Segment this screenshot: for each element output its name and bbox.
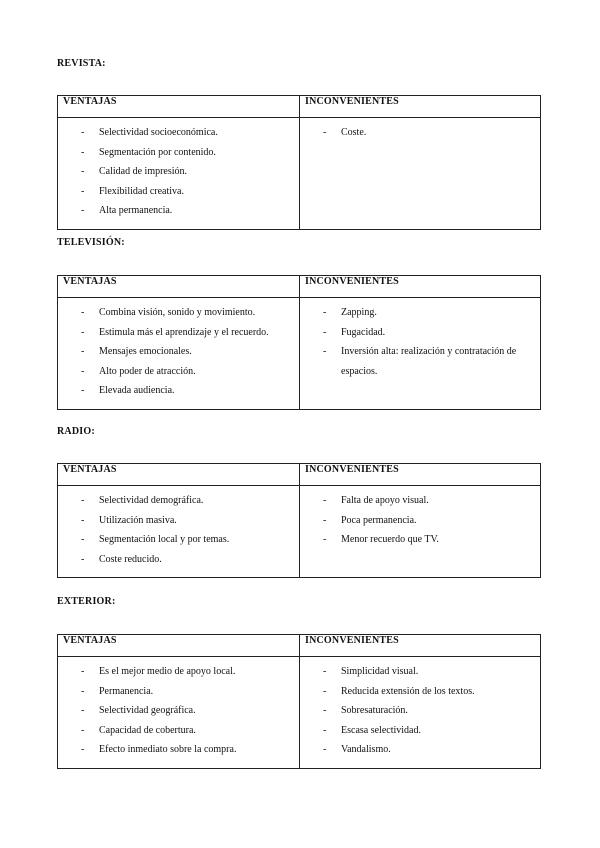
ventajas-cell [58, 486, 300, 578]
ventajas-cell [58, 118, 300, 230]
list-item: - Utilización masiva. [63, 511, 299, 531]
list-item: - Poca permanencia. [305, 511, 540, 531]
list-item: - Es el mejor medio de apoyo local. [63, 662, 299, 682]
list-item: - Segmentación por contenido. [63, 143, 299, 163]
col-header-inconvenientes: INCONVENIENTES [300, 635, 541, 657]
inconvenientes-list [305, 657, 540, 768]
table-body-row [58, 118, 541, 230]
table-exterior [57, 634, 541, 769]
list-item: - Elevada audiencia. [63, 381, 299, 401]
table-revista [57, 95, 541, 230]
list-item: - Coste. [305, 123, 540, 143]
list-item: - Flexibilidad creativa. [63, 182, 299, 202]
ventajas-list [63, 657, 299, 768]
col-header-ventajas: VENTAJAS [58, 635, 300, 657]
col-header-inconvenientes: INCONVENIENTES [300, 464, 541, 486]
col-header-inconvenientes: INCONVENIENTES [300, 276, 541, 298]
inconvenientes-cell [300, 657, 541, 769]
inconvenientes-list [305, 118, 540, 151]
list-item: - Fugacidad. [305, 323, 540, 343]
table-header-row [58, 276, 541, 298]
section-title-exterior: EXTERIOR: [57, 596, 116, 607]
table-television [57, 275, 541, 410]
list-item: - Combina visión, sonido y movimiento. [63, 303, 299, 323]
col-header-ventajas: VENTAJAS [58, 96, 300, 118]
list-item: - Alto poder de atracción. [63, 362, 299, 382]
list-item: - Selectividad demográfica. [63, 491, 299, 511]
inconvenientes-cell [300, 486, 541, 578]
ventajas-cell [58, 657, 300, 769]
list-item: - Efecto inmediato sobre la compra. [63, 740, 299, 760]
inconvenientes-list [305, 486, 540, 558]
table-radio [57, 463, 541, 578]
table-body-row [58, 486, 541, 578]
list-item: - Escasa selectividad. [305, 721, 540, 741]
list-item: - Menor recuerdo que TV. [305, 530, 540, 550]
section-title-revista: REVISTA: [57, 58, 106, 69]
list-item: - Falta de apoyo visual. [305, 491, 540, 511]
list-item: - Segmentación local y por temas. [63, 530, 299, 550]
ventajas-list [63, 118, 299, 229]
inconvenientes-list [305, 298, 540, 389]
table-header-row [58, 96, 541, 118]
list-item: - Estimula más el aprendizaje y el recuerdo. [63, 323, 299, 343]
inconvenientes-cell [300, 118, 541, 230]
list-item: - Mensajes emocionales. [63, 342, 299, 362]
list-item: - Calidad de impresión. [63, 162, 299, 182]
list-item: - Selectividad geográfica. [63, 701, 299, 721]
list-item: - Alta permanencia. [63, 201, 299, 221]
table-body-row [58, 657, 541, 769]
list-item: - Vandalismo. [305, 740, 540, 760]
list-item: - Zapping. [305, 303, 540, 323]
inconvenientes-cell [300, 298, 541, 410]
ventajas-cell [58, 298, 300, 410]
list-item: - Sobresaturación. [305, 701, 540, 721]
list-item: - Capacidad de cobertura. [63, 721, 299, 741]
table-body-row [58, 298, 541, 410]
list-item: - Coste reducido. [63, 550, 299, 570]
col-header-ventajas: VENTAJAS [58, 464, 300, 486]
section-title-radio: RADIO: [57, 426, 95, 437]
ventajas-list [63, 298, 299, 409]
list-item: - Permanencia. [63, 682, 299, 702]
table-header-row [58, 464, 541, 486]
col-header-inconvenientes: INCONVENIENTES [300, 96, 541, 118]
section-title-television: TELEVISIÓN: [57, 237, 125, 248]
list-item: - Selectividad socioeconómica. [63, 123, 299, 143]
list-item: - Inversión alta: realización y contratación de espacios. [305, 342, 540, 381]
col-header-ventajas: VENTAJAS [58, 276, 300, 298]
list-item: - Simplicidad visual. [305, 662, 540, 682]
ventajas-list [63, 486, 299, 577]
list-item: - Reducida extensión de los textos. [305, 682, 540, 702]
table-header-row [58, 635, 541, 657]
